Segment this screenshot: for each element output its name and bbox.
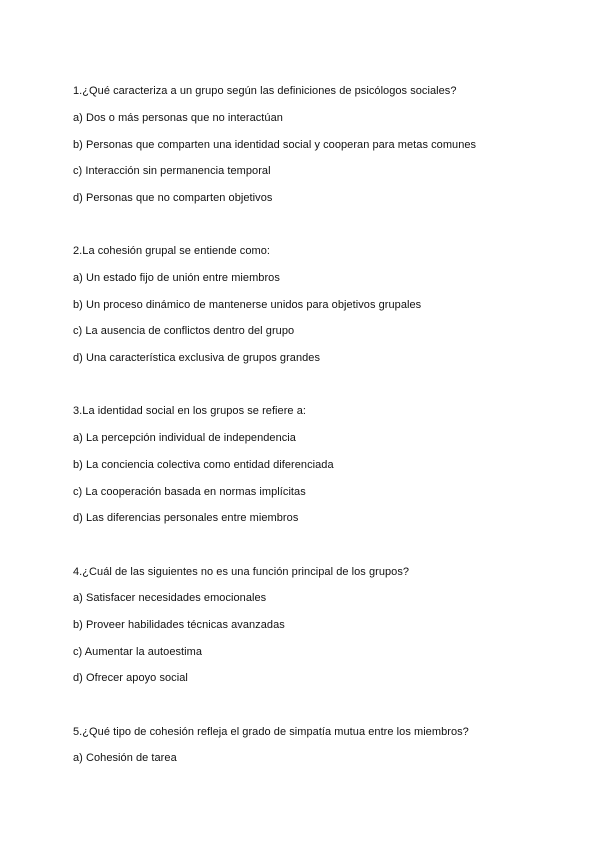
question-2-option-a: a) Un estado fijo de unión entre miembros	[73, 272, 280, 284]
question-1-text: 1.¿Qué caracteriza a un grupo según las definiciones de psicólogos sociales?	[73, 85, 457, 97]
question-4-option-d: d) Ofrecer apoyo social	[73, 672, 188, 684]
question-5-text: 5.¿Qué tipo de cohesión refleja el grado de simpatía mutua entre los miembros?	[73, 726, 469, 738]
question-4-option-c: c) Aumentar la autoestima	[73, 646, 203, 658]
question-1-option-c: c) Interacción sin permanencia temporal	[73, 165, 271, 177]
question-2-option-d: d) Una característica exclusiva de grupos grandes	[73, 352, 321, 364]
question-3-option-a: a) La percepción individual de independencia	[73, 432, 296, 444]
question-3-option-d: d) Las diferencias personales entre miembros	[73, 512, 299, 524]
question-5-option-a: a) Cohesión de tarea	[73, 752, 177, 764]
question-1-option-a: a) Dos o más personas que no interactúan	[73, 112, 283, 124]
question-3-option-c: c) La cooperación basada en normas implícitas	[73, 486, 306, 498]
question-4-option-b: b) Proveer habilidades técnicas avanzadas	[73, 619, 285, 631]
question-2-option-c: c) La ausencia de conflictos dentro del grupo	[73, 325, 295, 337]
question-1-option-d: d) Personas que no comparten objetivos	[73, 192, 273, 204]
question-3-text: 3.La identidad social en los grupos se refiere a:	[73, 405, 306, 417]
question-1-option-b: b) Personas que comparten una identidad social y cooperan para metas comunes	[73, 139, 477, 151]
question-4-text: 4.¿Cuál de las siguientes no es una función principal de los grupos?	[73, 566, 410, 578]
question-3-option-b: b) La conciencia colectiva como entidad diferenciada	[73, 459, 334, 471]
question-2-option-b: b) Un proceso dinámico de mantenerse unidos para objetivos grupales	[73, 299, 422, 311]
question-4-option-a: a) Satisfacer necesidades emocionales	[73, 592, 267, 604]
question-2-text: 2.La cohesión grupal se entiende como:	[73, 245, 270, 257]
